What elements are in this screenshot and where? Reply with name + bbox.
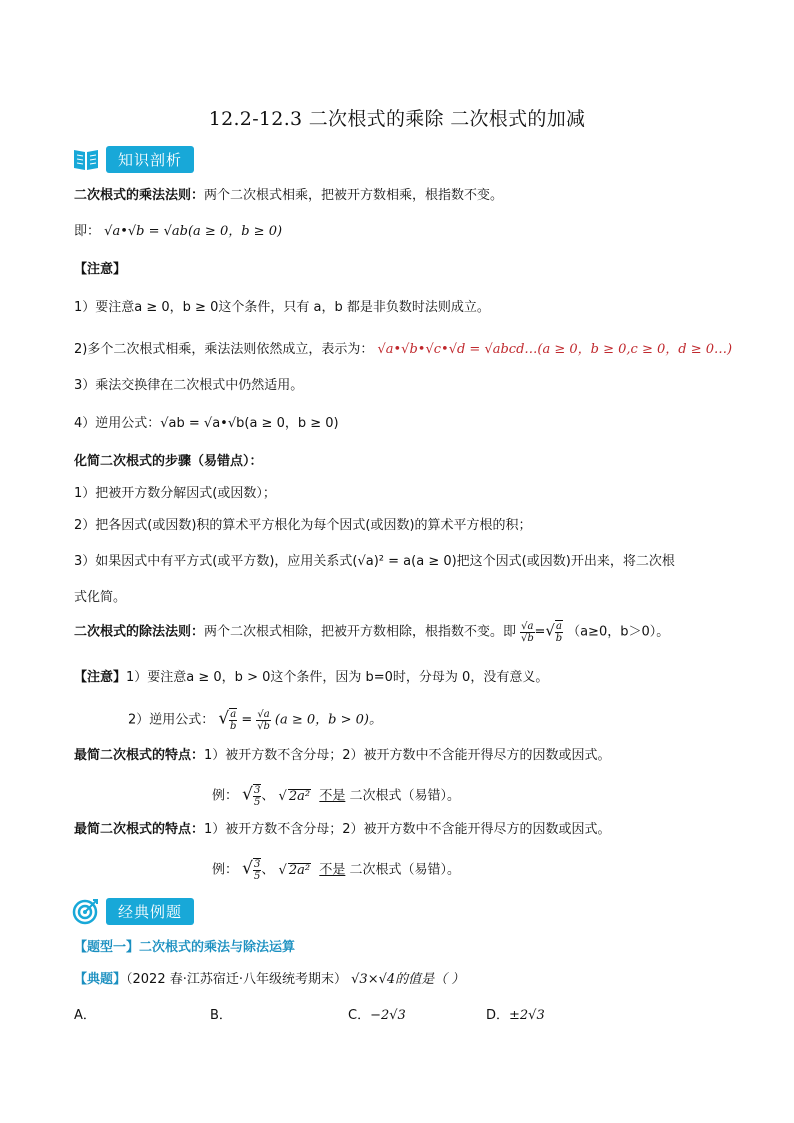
note-item-4: 4）逆用公式：√ab = √a•√b(a ≥ 0，b ≥ 0) (74, 416, 339, 431)
simplify-step-2: 2）把各因式(或因数)积的算术平方根化为每个因式(或因数)的算术平方根的积； (74, 518, 532, 533)
example-tag: 【典题】 (74, 972, 127, 987)
div-formula-right: $\frac{a}{b}$ (555, 621, 563, 644)
mult-rule-text: 两个二次根式相乘，把被开方数相乘，根指数不变。 (204, 188, 504, 203)
div-rule-heading: 二次根式的除法法则： (74, 624, 205, 640)
page-title: 12.2-12.3 二次根式的乘除 二次根式的加减 (208, 108, 586, 130)
note3-item-2-condition: (a ≥ 0，b > 0)。 (274, 712, 382, 728)
example-suffix-2: 二次根式（易错）。 (345, 862, 460, 878)
option-d-value: ±2√3 (509, 1008, 545, 1023)
option-c-value: −2√3 (370, 1008, 406, 1023)
simplify-step-1: 1）把被开方数分解因式(或因数）； (74, 486, 276, 501)
simplest-heading-1: 最简二次根式的特点： (74, 748, 205, 763)
example-fraction-1: $\frac{3}{5}$ (254, 785, 261, 808)
example-fraction-2: $\frac{3}{5}$ (254, 859, 261, 882)
option-c-letter: C． (348, 1008, 371, 1023)
section-banner-knowledge (72, 144, 194, 174)
simplest-text-1: 1）被开方数不含分母；2）被开方数中不含能开得尽方的因数或因式。 (204, 748, 611, 763)
option-a[interactable] (74, 1004, 96, 1023)
simplest-example-2: 例： √ $\frac{3}{5}$ 、 √ 2a² 不是 二次根式（易错）。 (212, 858, 460, 882)
simplest-heading-2: 最简二次根式的特点： (74, 822, 205, 837)
note3-item-2-prefix: 2）逆用公式： (128, 712, 215, 728)
div-rule-condition: （a≥0，b＞0）。 (567, 624, 670, 640)
note-item-3: 3）乘法交换律在二次根式中仍然适用。 (74, 378, 304, 393)
option-b[interactable] (210, 1004, 232, 1023)
example-sep-1: 、 (261, 788, 275, 804)
note3-item-1 (74, 668, 548, 688)
div-rule: 二次根式的除法法则：两个二次根式相除，把被开方数相除，根指数不变。即 $\frac{√a}{√b}$ =√ $\frac{a}{b}$ （a≥0，b＞0）。 (74, 620, 670, 644)
simplest-example-1: 例： √ $\frac{3}{5}$ 、 √ 2a² 不是 二次根式（易错）。 (212, 784, 460, 808)
option-c[interactable] (348, 1004, 406, 1023)
simplest-feature-1 (74, 746, 611, 766)
inverse-formula-left: $\frac{a}{b}$ (230, 709, 237, 732)
example-question-text: √3×√4的值是（ ） (351, 972, 465, 987)
section-label-examples: 经典例题 (106, 898, 194, 925)
target-icon (72, 897, 100, 925)
simplest-text-2: 1）被开方数不含分母；2）被开方数中不含能开得尽方的因数或因式。 (204, 822, 611, 837)
example-prefix-2: 例： (212, 862, 239, 878)
note-item-1: 1）要注意a ≥ 0，b ≥ 0这个条件，只有 a，b 都是非负数时法则成立。 (74, 300, 490, 315)
option-b-letter: B． (210, 1008, 232, 1023)
div-formula-left: $\frac{√a}{√b}$ (520, 620, 534, 644)
note-heading-3: 【注意】 (74, 670, 127, 685)
simplify-heading: 化简二次根式的步骤（易错点）： (74, 454, 263, 469)
section-banner-examples (72, 896, 194, 926)
option-a-letter: A． (74, 1008, 96, 1023)
inverse-formula-right: $\frac{√a}{√b}$ (257, 708, 270, 732)
example-suffix-1: 二次根式（易错）。 (345, 788, 460, 804)
example-question (74, 970, 464, 990)
note-item-2-formula: √a•√b•√c•√d = √abcd…(a ≥ 0，b ≥ 0,c ≥ 0，d ≥ 0…) (377, 342, 733, 357)
section-label-knowledge: 知识剖析 (106, 146, 194, 173)
mult-rule (74, 186, 503, 206)
example-sep-2: 、 (261, 862, 275, 878)
mult-rule-heading: 二次根式的乘法法则： (74, 188, 205, 203)
simplest-feature-2 (74, 820, 611, 840)
formula-mult-prefix: 即： (74, 224, 101, 239)
note3-item-1-text: 1）要注意a ≥ 0，b > 0这个条件，因为 b=0时，分母为 0，没有意义。 (126, 670, 549, 685)
example-prefix-1: 例： (212, 788, 239, 804)
not-label-1: 不是 (319, 788, 346, 804)
note-item-2 (74, 340, 732, 360)
note-heading-1: 【注意】 (74, 262, 127, 277)
not-label-2: 不是 (319, 862, 346, 878)
option-d-letter: D． (486, 1008, 510, 1023)
question-type-1: 【题型一】二次根式的乘法与除法运算 (74, 940, 296, 955)
book-icon (72, 146, 100, 172)
note-item-2-text: 2)多个二次根式相乘，乘法法则依然成立，表示为： (74, 342, 374, 357)
simplify-step-3: 3）如果因式中有平方式(或平方数)，应用关系式(√a)² = a(a ≥ 0)把这个因式(或因数)开出来，将二次根 (74, 554, 675, 569)
example-source: （2022 春·江苏宿迁·八年级统考期末） (126, 972, 347, 987)
simplify-step-3-cont: 式化简。 (74, 590, 127, 605)
formula-mult-expr: √a•√b = √ab(a ≥ 0，b ≥ 0) (104, 224, 283, 239)
note3-item-2: 2）逆用公式： √ $\frac{a}{b}$ = $\frac{√a}{√b}$ (a ≥ 0，b > 0)。 (128, 708, 382, 732)
option-d[interactable] (486, 1004, 545, 1023)
div-rule-text: 两个二次根式相除，把被开方数相除，根指数不变。即 (204, 624, 517, 640)
formula-mult (74, 222, 282, 242)
